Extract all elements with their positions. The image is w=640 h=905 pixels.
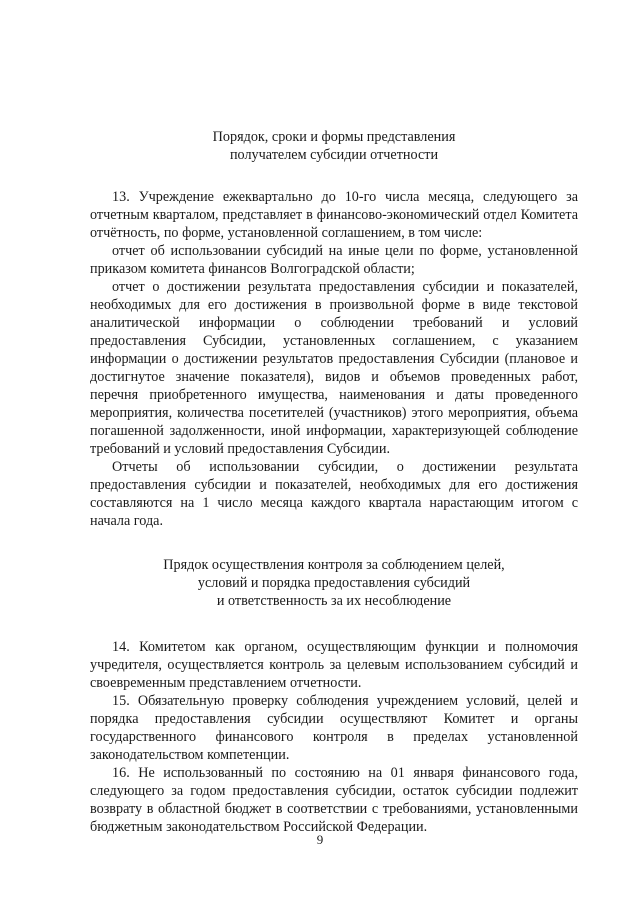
paragraph-14: 14. Комитетом как органом, осуществляющим функции и полномочия учредителя, осуществляется контроль за целевым использованием субсидий и своевременным представлением отчетности. (90, 639, 578, 691)
paragraph-report-subsidy-use: отчет об использовании субсидий на иные цели по форме, установленной приказом комитета финансов Волгоградской области; (90, 243, 578, 277)
section-heading-control: Прядок осуществления контроля за соблюдением целей, условий и порядка предоставления субсидий и ответственность за их несоблюдение (163, 557, 505, 609)
section-heading-reporting: Порядок, сроки и формы представления получателем субсидии отчетности (212, 129, 456, 163)
paragraph-reports-compiled: Отчеты об использовании субсидии, о достижении результата предоставления субсидии и показателей, необходимых для его достижения составляются на 1 число месяца каждого квартала нарастающим итогом с начала года. (90, 459, 578, 529)
document-body (90, 128, 578, 836)
paragraph-15: 15. Обязательную проверку соблюдения учреждением условий, целей и порядка предоставления субсидии осуществляют Комитет и органы государственного финансового контроля в пределах установленной законодательством компетенции. (90, 693, 578, 763)
paragraph-report-results: отчет о достижении результата предоставления субсидии и показателей, необходимых для его достижения в произвольной форме в виде текстовой аналитической информации о соблюдении требований и условий предоставления Субсидии, установленных соглашением, с указанием информации о достижении результатов предоставления Субсидии (плановое и достигнутое значение показателя), видов и объемов проведенных работ, перечня приобретенного имущества, наименования и даты проведенного мероприятия, количества посетителей (участников) этого мероприятия, объема погашенной задолженности, иной информации, характеризующей соблюдение требований и условий предоставления Субсидии. (90, 279, 578, 457)
paragraph-13: 13. Учреждение ежеквартально до 10-го числа месяца, следующего за отчетным кварталом, представляет в финансово-экономический отдел Комитета отчётность, по форме, установленной соглашением, в том числе: (90, 189, 578, 241)
page-number: 9 (316, 832, 324, 847)
paragraph-16: 16. Не использованный по состоянию на 01 января финансового года, следующего за годом предоставления субсидии, остаток субсидии подлежит возврату в областной бюджет в соответствии с требованиями, установленными бюджетным законодательством Российской Федерации. (90, 765, 578, 835)
